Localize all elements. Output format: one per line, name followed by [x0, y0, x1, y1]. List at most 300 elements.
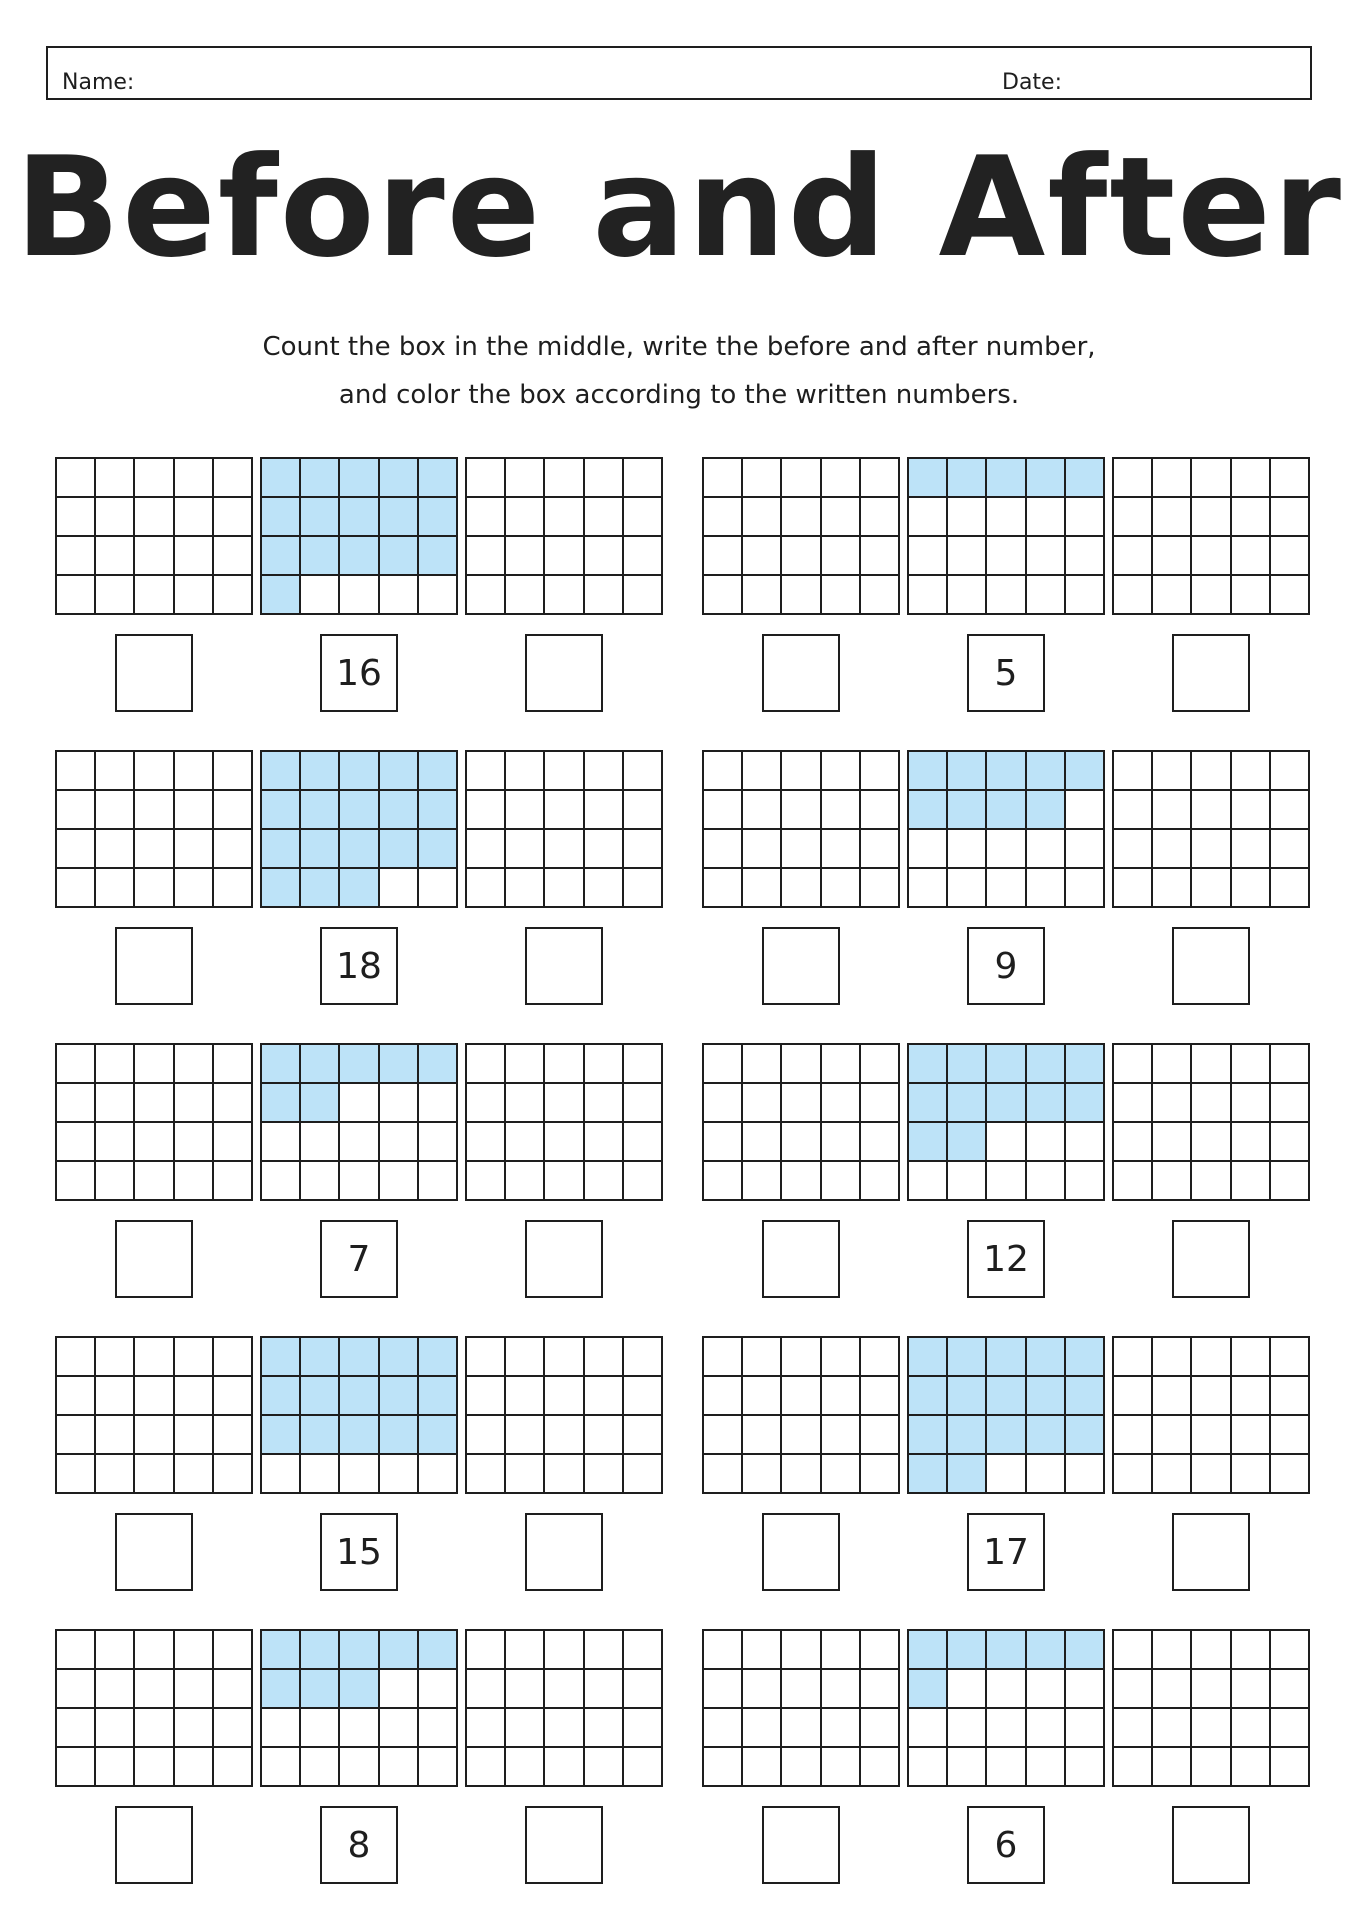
after-answer-box[interactable] [1172, 1513, 1250, 1591]
shaded-cell[interactable] [301, 791, 340, 830]
blank-cell[interactable] [1114, 1631, 1153, 1670]
blank-cell[interactable] [1192, 1162, 1231, 1201]
blank-cell[interactable] [1271, 1084, 1310, 1123]
blank-cell[interactable] [1232, 1338, 1271, 1377]
blank-cell[interactable] [624, 1377, 663, 1416]
shaded-cell[interactable] [340, 459, 379, 498]
blank-cell[interactable] [1192, 1709, 1231, 1748]
blank-cell[interactable] [467, 1045, 506, 1084]
shaded-cell[interactable] [380, 830, 419, 869]
blank-cell[interactable] [1271, 576, 1310, 615]
blank-cell[interactable] [419, 1748, 458, 1787]
blank-cell[interactable] [909, 1709, 948, 1748]
blank-cell[interactable] [57, 752, 96, 791]
blank-cell[interactable] [214, 1084, 253, 1123]
blank-cell[interactable] [214, 1631, 253, 1670]
blank-cell[interactable] [96, 1084, 135, 1123]
blank-cell[interactable] [96, 537, 135, 576]
before-answer-box[interactable] [762, 1513, 840, 1591]
blank-cell[interactable] [214, 1338, 253, 1377]
shaded-cell[interactable] [419, 1416, 458, 1455]
blank-cell[interactable] [214, 1709, 253, 1748]
blank-cell[interactable] [585, 1416, 624, 1455]
blank-cell[interactable] [175, 1631, 214, 1670]
blank-cell[interactable] [467, 1084, 506, 1123]
blank-cell[interactable] [624, 1045, 663, 1084]
blank-cell[interactable] [704, 1631, 743, 1670]
blank-cell[interactable] [1271, 537, 1310, 576]
blank-cell[interactable] [1027, 869, 1066, 908]
blank-cell[interactable] [57, 830, 96, 869]
blank-cell[interactable] [1192, 1045, 1231, 1084]
blank-cell[interactable] [96, 752, 135, 791]
shaded-cell[interactable] [948, 1377, 987, 1416]
blank-cell[interactable] [214, 498, 253, 537]
blank-cell[interactable] [624, 1455, 663, 1494]
blank-cell[interactable] [506, 1670, 545, 1709]
blank-cell[interactable] [782, 752, 821, 791]
blank-cell[interactable] [585, 498, 624, 537]
blank-cell[interactable] [175, 1338, 214, 1377]
blank-cell[interactable] [467, 830, 506, 869]
blank-cell[interactable] [57, 1455, 96, 1494]
shaded-cell[interactable] [948, 1338, 987, 1377]
blank-cell[interactable] [175, 1670, 214, 1709]
blank-cell[interactable] [96, 576, 135, 615]
shaded-cell[interactable] [987, 459, 1026, 498]
blank-cell[interactable] [1066, 1748, 1105, 1787]
after-answer-box[interactable] [1172, 927, 1250, 1005]
shaded-cell[interactable] [948, 1631, 987, 1670]
blank-cell[interactable] [135, 752, 174, 791]
blank-cell[interactable] [175, 1162, 214, 1201]
shaded-cell[interactable] [340, 1416, 379, 1455]
blank-cell[interactable] [467, 576, 506, 615]
blank-cell[interactable] [57, 498, 96, 537]
blank-cell[interactable] [1114, 830, 1153, 869]
blank-cell[interactable] [1027, 1709, 1066, 1748]
blank-cell[interactable] [1232, 576, 1271, 615]
blank-cell[interactable] [96, 869, 135, 908]
blank-cell[interactable] [822, 498, 861, 537]
blank-cell[interactable] [1027, 1670, 1066, 1709]
blank-cell[interactable] [861, 869, 900, 908]
blank-cell[interactable] [57, 459, 96, 498]
blank-cell[interactable] [585, 1709, 624, 1748]
blank-cell[interactable] [624, 1084, 663, 1123]
blank-cell[interactable] [782, 459, 821, 498]
blank-cell[interactable] [1153, 459, 1192, 498]
blank-cell[interactable] [135, 1631, 174, 1670]
blank-cell[interactable] [467, 1123, 506, 1162]
blank-cell[interactable] [861, 1455, 900, 1494]
shaded-cell[interactable] [301, 537, 340, 576]
blank-cell[interactable] [909, 576, 948, 615]
blank-cell[interactable] [1114, 1709, 1153, 1748]
blank-cell[interactable] [822, 1709, 861, 1748]
blank-cell[interactable] [506, 1123, 545, 1162]
blank-cell[interactable] [135, 1416, 174, 1455]
blank-cell[interactable] [1232, 869, 1271, 908]
blank-cell[interactable] [506, 1338, 545, 1377]
blank-cell[interactable] [1232, 1162, 1271, 1201]
shaded-cell[interactable] [340, 1631, 379, 1670]
blank-cell[interactable] [822, 1748, 861, 1787]
blank-cell[interactable] [545, 1748, 584, 1787]
shaded-cell[interactable] [340, 869, 379, 908]
shaded-cell[interactable] [262, 537, 301, 576]
shaded-cell[interactable] [380, 1045, 419, 1084]
blank-cell[interactable] [704, 1338, 743, 1377]
shaded-cell[interactable] [1066, 1045, 1105, 1084]
blank-cell[interactable] [1114, 537, 1153, 576]
blank-cell[interactable] [340, 1084, 379, 1123]
blank-cell[interactable] [1192, 1123, 1231, 1162]
blank-cell[interactable] [175, 459, 214, 498]
blank-cell[interactable] [743, 1045, 782, 1084]
blank-cell[interactable] [467, 1670, 506, 1709]
blank-cell[interactable] [506, 1377, 545, 1416]
blank-cell[interactable] [1153, 1748, 1192, 1787]
shaded-cell[interactable] [262, 1084, 301, 1123]
blank-cell[interactable] [506, 1045, 545, 1084]
blank-cell[interactable] [1114, 1670, 1153, 1709]
shaded-cell[interactable] [340, 1338, 379, 1377]
blank-cell[interactable] [419, 1709, 458, 1748]
blank-cell[interactable] [1271, 1377, 1310, 1416]
blank-cell[interactable] [1232, 1416, 1271, 1455]
blank-cell[interactable] [624, 1162, 663, 1201]
before-answer-box[interactable] [762, 634, 840, 712]
blank-cell[interactable] [743, 498, 782, 537]
blank-cell[interactable] [1271, 752, 1310, 791]
blank-cell[interactable] [1192, 537, 1231, 576]
blank-cell[interactable] [861, 1338, 900, 1377]
shaded-cell[interactable] [1066, 752, 1105, 791]
blank-cell[interactable] [545, 1045, 584, 1084]
shaded-cell[interactable] [987, 752, 1026, 791]
blank-cell[interactable] [909, 537, 948, 576]
shaded-cell[interactable] [1027, 1084, 1066, 1123]
shaded-cell[interactable] [419, 830, 458, 869]
blank-cell[interactable] [822, 1670, 861, 1709]
shaded-cell[interactable] [909, 1123, 948, 1162]
shaded-cell[interactable] [301, 1338, 340, 1377]
shaded-cell[interactable] [948, 1045, 987, 1084]
shaded-cell[interactable] [987, 1416, 1026, 1455]
blank-cell[interactable] [585, 1045, 624, 1084]
blank-cell[interactable] [1271, 1416, 1310, 1455]
shaded-cell[interactable] [1027, 1045, 1066, 1084]
blank-cell[interactable] [135, 1123, 174, 1162]
blank-cell[interactable] [861, 576, 900, 615]
blank-cell[interactable] [743, 1416, 782, 1455]
blank-cell[interactable] [214, 869, 253, 908]
blank-cell[interactable] [743, 1338, 782, 1377]
shaded-cell[interactable] [380, 1377, 419, 1416]
blank-cell[interactable] [57, 1338, 96, 1377]
blank-cell[interactable] [1192, 1631, 1231, 1670]
blank-cell[interactable] [1232, 1377, 1271, 1416]
blank-cell[interactable] [1066, 1455, 1105, 1494]
blank-cell[interactable] [175, 498, 214, 537]
blank-cell[interactable] [987, 1670, 1026, 1709]
blank-cell[interactable] [340, 1748, 379, 1787]
after-answer-box[interactable] [525, 927, 603, 1005]
shaded-cell[interactable] [419, 537, 458, 576]
blank-cell[interactable] [1153, 1631, 1192, 1670]
blank-cell[interactable] [545, 830, 584, 869]
blank-cell[interactable] [340, 1709, 379, 1748]
blank-cell[interactable] [948, 1748, 987, 1787]
blank-cell[interactable] [1192, 1338, 1231, 1377]
blank-cell[interactable] [704, 1748, 743, 1787]
blank-cell[interactable] [743, 791, 782, 830]
blank-cell[interactable] [585, 1084, 624, 1123]
shaded-cell[interactable] [909, 459, 948, 498]
blank-cell[interactable] [585, 537, 624, 576]
blank-cell[interactable] [704, 459, 743, 498]
blank-cell[interactable] [1271, 1670, 1310, 1709]
blank-cell[interactable] [1232, 1709, 1271, 1748]
blank-cell[interactable] [704, 1162, 743, 1201]
blank-cell[interactable] [987, 1162, 1026, 1201]
blank-cell[interactable] [419, 1162, 458, 1201]
blank-cell[interactable] [467, 1748, 506, 1787]
blank-cell[interactable] [1192, 791, 1231, 830]
blank-cell[interactable] [57, 1045, 96, 1084]
blank-cell[interactable] [467, 752, 506, 791]
blank-cell[interactable] [624, 459, 663, 498]
blank-cell[interactable] [214, 1670, 253, 1709]
shaded-cell[interactable] [909, 752, 948, 791]
blank-cell[interactable] [1066, 576, 1105, 615]
before-answer-box[interactable] [762, 1806, 840, 1884]
blank-cell[interactable] [948, 498, 987, 537]
blank-cell[interactable] [214, 830, 253, 869]
blank-cell[interactable] [822, 830, 861, 869]
blank-cell[interactable] [782, 1455, 821, 1494]
blank-cell[interactable] [1066, 1123, 1105, 1162]
shaded-cell[interactable] [262, 830, 301, 869]
blank-cell[interactable] [822, 1455, 861, 1494]
shaded-cell[interactable] [987, 1045, 1026, 1084]
blank-cell[interactable] [214, 1455, 253, 1494]
shaded-cell[interactable] [909, 1338, 948, 1377]
blank-cell[interactable] [1153, 1377, 1192, 1416]
blank-cell[interactable] [782, 498, 821, 537]
blank-cell[interactable] [96, 1631, 135, 1670]
blank-cell[interactable] [1232, 537, 1271, 576]
shaded-cell[interactable] [948, 1084, 987, 1123]
shaded-cell[interactable] [262, 459, 301, 498]
blank-cell[interactable] [135, 576, 174, 615]
blank-cell[interactable] [1114, 752, 1153, 791]
shaded-cell[interactable] [380, 791, 419, 830]
blank-cell[interactable] [743, 1748, 782, 1787]
shaded-cell[interactable] [301, 1416, 340, 1455]
blank-cell[interactable] [301, 1455, 340, 1494]
blank-cell[interactable] [419, 576, 458, 615]
blank-cell[interactable] [822, 537, 861, 576]
after-answer-box[interactable] [525, 1220, 603, 1298]
shaded-cell[interactable] [380, 1416, 419, 1455]
blank-cell[interactable] [987, 537, 1026, 576]
blank-cell[interactable] [987, 1748, 1026, 1787]
blank-cell[interactable] [135, 791, 174, 830]
blank-cell[interactable] [624, 1631, 663, 1670]
blank-cell[interactable] [704, 791, 743, 830]
shaded-cell[interactable] [301, 1377, 340, 1416]
blank-cell[interactable] [175, 752, 214, 791]
blank-cell[interactable] [340, 1123, 379, 1162]
shaded-cell[interactable] [1027, 1416, 1066, 1455]
blank-cell[interactable] [909, 1162, 948, 1201]
blank-cell[interactable] [135, 1748, 174, 1787]
blank-cell[interactable] [743, 869, 782, 908]
blank-cell[interactable] [743, 1084, 782, 1123]
blank-cell[interactable] [948, 1709, 987, 1748]
shaded-cell[interactable] [1066, 459, 1105, 498]
blank-cell[interactable] [57, 1709, 96, 1748]
blank-cell[interactable] [1114, 576, 1153, 615]
blank-cell[interactable] [822, 752, 861, 791]
blank-cell[interactable] [743, 576, 782, 615]
blank-cell[interactable] [822, 1162, 861, 1201]
blank-cell[interactable] [624, 791, 663, 830]
blank-cell[interactable] [1153, 830, 1192, 869]
blank-cell[interactable] [545, 1084, 584, 1123]
blank-cell[interactable] [96, 830, 135, 869]
before-answer-box[interactable] [115, 1513, 193, 1591]
shaded-cell[interactable] [340, 830, 379, 869]
shaded-cell[interactable] [262, 576, 301, 615]
blank-cell[interactable] [1114, 791, 1153, 830]
blank-cell[interactable] [467, 1631, 506, 1670]
after-answer-box[interactable] [1172, 1806, 1250, 1884]
blank-cell[interactable] [467, 1416, 506, 1455]
blank-cell[interactable] [704, 1670, 743, 1709]
blank-cell[interactable] [861, 1748, 900, 1787]
blank-cell[interactable] [1114, 1748, 1153, 1787]
blank-cell[interactable] [1114, 1162, 1153, 1201]
blank-cell[interactable] [585, 576, 624, 615]
blank-cell[interactable] [743, 1377, 782, 1416]
blank-cell[interactable] [467, 791, 506, 830]
shaded-cell[interactable] [380, 1631, 419, 1670]
blank-cell[interactable] [545, 1709, 584, 1748]
blank-cell[interactable] [704, 1455, 743, 1494]
shaded-cell[interactable] [987, 1631, 1026, 1670]
blank-cell[interactable] [1027, 1162, 1066, 1201]
shaded-cell[interactable] [262, 1045, 301, 1084]
blank-cell[interactable] [1114, 1045, 1153, 1084]
blank-cell[interactable] [987, 1709, 1026, 1748]
blank-cell[interactable] [585, 1123, 624, 1162]
blank-cell[interactable] [419, 1123, 458, 1162]
blank-cell[interactable] [57, 1631, 96, 1670]
shaded-cell[interactable] [909, 1045, 948, 1084]
blank-cell[interactable] [506, 1709, 545, 1748]
blank-cell[interactable] [782, 830, 821, 869]
blank-cell[interactable] [262, 1748, 301, 1787]
blank-cell[interactable] [1027, 1748, 1066, 1787]
blank-cell[interactable] [743, 1709, 782, 1748]
shaded-cell[interactable] [262, 498, 301, 537]
blank-cell[interactable] [1271, 1631, 1310, 1670]
blank-cell[interactable] [1232, 1748, 1271, 1787]
blank-cell[interactable] [1153, 869, 1192, 908]
blank-cell[interactable] [585, 791, 624, 830]
blank-cell[interactable] [96, 791, 135, 830]
blank-cell[interactable] [506, 869, 545, 908]
before-answer-box[interactable] [115, 1806, 193, 1884]
blank-cell[interactable] [135, 498, 174, 537]
shaded-cell[interactable] [380, 1338, 419, 1377]
blank-cell[interactable] [506, 791, 545, 830]
blank-cell[interactable] [861, 752, 900, 791]
blank-cell[interactable] [301, 1162, 340, 1201]
blank-cell[interactable] [909, 830, 948, 869]
blank-cell[interactable] [822, 1631, 861, 1670]
blank-cell[interactable] [214, 537, 253, 576]
blank-cell[interactable] [506, 1748, 545, 1787]
blank-cell[interactable] [1027, 498, 1066, 537]
blank-cell[interactable] [1114, 1377, 1153, 1416]
after-answer-box[interactable] [525, 634, 603, 712]
blank-cell[interactable] [822, 1084, 861, 1123]
blank-cell[interactable] [704, 1045, 743, 1084]
shaded-cell[interactable] [340, 752, 379, 791]
blank-cell[interactable] [585, 1670, 624, 1709]
blank-cell[interactable] [1153, 1162, 1192, 1201]
shaded-cell[interactable] [301, 1045, 340, 1084]
blank-cell[interactable] [704, 576, 743, 615]
blank-cell[interactable] [57, 1377, 96, 1416]
shaded-cell[interactable] [262, 791, 301, 830]
blank-cell[interactable] [704, 1084, 743, 1123]
blank-cell[interactable] [1232, 1455, 1271, 1494]
blank-cell[interactable] [175, 1377, 214, 1416]
shaded-cell[interactable] [301, 498, 340, 537]
blank-cell[interactable] [585, 459, 624, 498]
shaded-cell[interactable] [419, 791, 458, 830]
blank-cell[interactable] [96, 1748, 135, 1787]
blank-cell[interactable] [624, 869, 663, 908]
shaded-cell[interactable] [380, 752, 419, 791]
blank-cell[interactable] [743, 1162, 782, 1201]
blank-cell[interactable] [822, 1123, 861, 1162]
blank-cell[interactable] [135, 537, 174, 576]
blank-cell[interactable] [782, 1416, 821, 1455]
blank-cell[interactable] [782, 1162, 821, 1201]
blank-cell[interactable] [135, 1084, 174, 1123]
blank-cell[interactable] [57, 791, 96, 830]
blank-cell[interactable] [419, 1670, 458, 1709]
blank-cell[interactable] [57, 537, 96, 576]
blank-cell[interactable] [585, 1338, 624, 1377]
blank-cell[interactable] [782, 1377, 821, 1416]
blank-cell[interactable] [987, 1123, 1026, 1162]
blank-cell[interactable] [175, 537, 214, 576]
shaded-cell[interactable] [262, 1416, 301, 1455]
blank-cell[interactable] [782, 791, 821, 830]
blank-cell[interactable] [506, 576, 545, 615]
blank-cell[interactable] [1114, 1338, 1153, 1377]
blank-cell[interactable] [822, 869, 861, 908]
blank-cell[interactable] [822, 459, 861, 498]
blank-cell[interactable] [861, 498, 900, 537]
